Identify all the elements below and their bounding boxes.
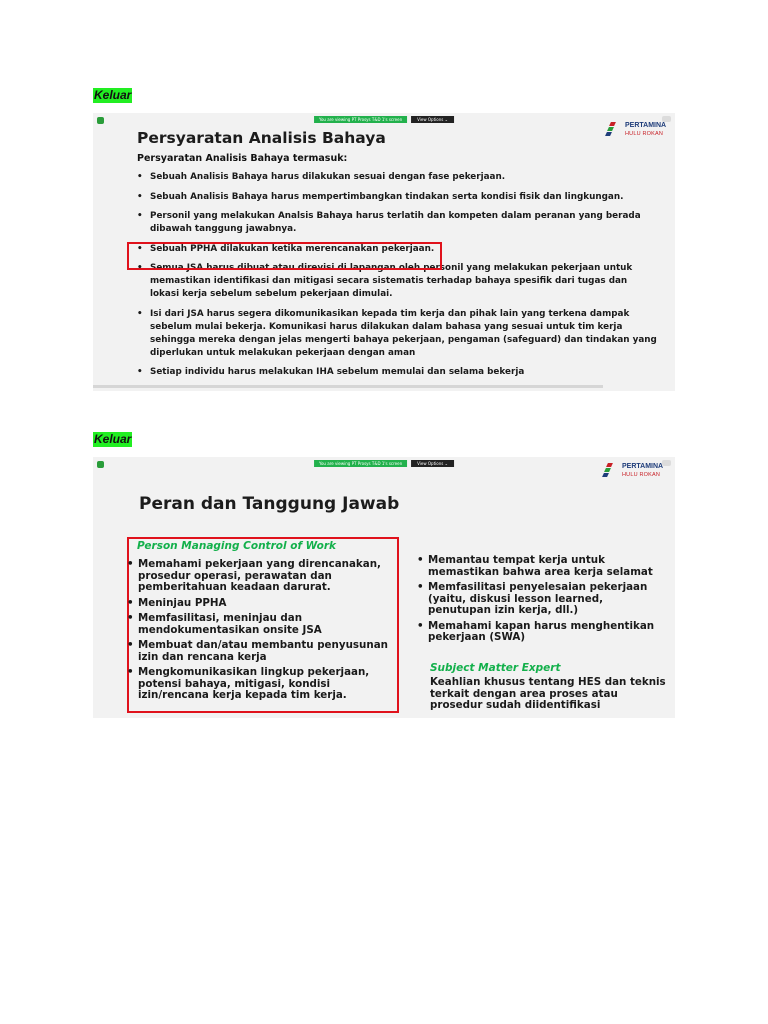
zoom-share-bar [314,460,454,467]
bullet-item: • Sebuah Analisis Bahaya harus dilakukan sesuai dengan fase pekerjaan. [137,171,657,184]
keluar-label: Keluar [94,88,132,102]
pertamina-logo [606,122,666,138]
bullet-item: • Personil yang melakukan Analsis Bahaya harus terlatih dan kompeten dalam peranan yang berada dibawah tanggung jawabnya. [137,210,657,236]
view-options-button[interactable]: View Options ⌄ [411,460,454,467]
slide1-title: Persyaratan Analisis Bahaya [137,129,386,147]
bullet-item: • Sebuah Analisis Bahaya harus mempertimbangkan tindakan serta kondisi fisik dan lingkungan. [137,191,657,204]
highlight-box [127,242,442,270]
bullet-item: • Memantau tempat kerja untuk memastikan bahwa area kerja selamat [417,555,667,578]
right-bullet-list [417,555,667,648]
bullet-item: • Isi dari JSA harus segera dikomunikasikan kepada tim kerja dan pihak lain yang terkena dampak sebelum mulai bekerja. Komunikasi harus dilakukan dalam bahasa yang sesuai untuk tim kerja sehingga mereka dengan jelas mengerti bahaya pekerjaan, pengaman (safeguard) dan tindakan yang diperlukan untuk melakukan pekerjaan dengan aman [137,308,657,360]
logo-sub: HULU ROKAN [625,131,664,137]
keluar-label: Keluar [94,432,132,446]
logo-name: PERTAMINA [622,463,664,470]
person-managing-heading: Person Managing Control of Work [137,540,337,552]
bullet-item: • Memahami pekerjaan yang direncanakan, prosedur operasi, perawatan dan pemberitahuan keadaan darurat. [127,559,389,594]
bullet-item: • Memahami kapan harus menghentikan pekerjaan (SWA) [417,621,667,644]
logo-sub: HULU ROKAN [622,472,661,478]
slide2-title: Peran dan Tanggung Jawab [139,494,400,514]
camera-icon [662,460,671,466]
slide1-bullet-list [137,171,657,386]
sme-text: Keahlian khusus tentang HES dan teknis terkait dengan area proses atau prosedur sudah diidentifikasi [430,676,666,711]
bullet-item: • Meninjau PPHA [127,598,389,610]
bullet-item: • Mengkomunikasikan lingkup pekerjaan, potensi bahaya, mitigasi, kondisi izin/rencana kerja kepada tim kerja. [127,667,389,702]
bullet-item-highlighted: • Sebuah PPHA dilakukan ketika merencanakan pekerjaan. [137,243,657,256]
slide-peran [93,457,675,718]
bullet-item: • Semua JSA harus dibuat atau direvisi di lapangan oleh personil yang melakukan pekerjaan untuk memastikan identifikasi dan mitigasi secara sistematis terhadap bahaya spesifik dari tugas dan lokasi kerja sebelum sebelum pekerjaan dimulai. [137,262,657,301]
bullet-item: • Memfasilitasi penyelesaian pekerjaan (yaitu, diskusi lesson learned, penutupan izin kerja, dll.) [417,582,667,617]
sme-heading: Subject Matter Expert [430,662,561,674]
slide-persyaratan [93,113,675,391]
zoom-viewing-text: You are viewing PT Prosys T&D 1's screen [314,460,407,467]
slide-divider [93,385,603,388]
slide1-subtitle: Persyaratan Analisis Bahaya termasuk: [137,153,348,164]
pertamina-logo-icon [603,463,619,477]
bullet-item: • Membuat dan/atau membantu penyusunan izin dan rencana kerja [127,640,389,663]
logo-name: PERTAMINA [625,122,667,129]
zoom-shield-icon [97,461,104,468]
left-bullet-list [127,559,389,706]
zoom-shield-icon [97,117,104,124]
bullet-item: • Memfasilitasi, meninjau dan mendokumentasikan onsite JSA [127,613,389,636]
bullet-item: • Setiap individu harus melakukan IHA sebelum memulai dan selama bekerja [137,366,657,379]
pertamina-logo-icon [606,122,622,136]
view-options-button[interactable]: View Options ⌄ [411,116,454,123]
zoom-viewing-text: You are viewing PT Prosys T&D 1's screen [314,116,407,123]
zoom-share-bar [314,116,454,123]
pertamina-logo [603,463,663,479]
